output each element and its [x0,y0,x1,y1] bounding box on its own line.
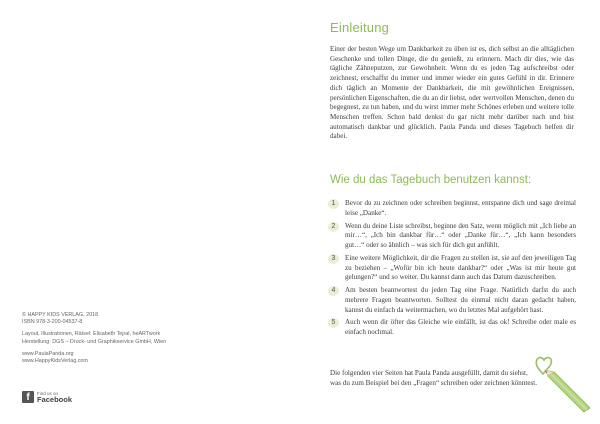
facebook-badge [22,390,72,404]
step-number: 3 [328,254,339,264]
imprint-website-1: www.PaulaPanda.org [22,350,74,357]
step-number: 1 [328,199,339,209]
list-item [328,318,576,337]
list-item [328,199,576,218]
pencil-highlight [551,374,587,410]
list-item [328,254,576,283]
step-number: 4 [328,286,339,296]
imprint-layout: Layout, Illustrationen, Rätsel: Elisabeth Tejral, heARTwork [22,331,161,338]
step-text: Auch wenn dir öfter das Gleiche wie einfällt, ist das ok! Schreibe oder male es einfach nochmal. [345,318,576,337]
section-heading: Wie du das Tagebuch benutzen kannst: [330,174,532,186]
imprint-copyright: © HAPPY KIDS VERLAG, 2018 [22,312,99,318]
imprint-production: Herstellung: DGS – Druck- und Graphikservice GmbH, Wien [22,338,167,345]
step-text: Eine weitere Möglichkeit, dir die Fragen zu stellen ist, sie auf den jeweiligen Tag zu beziehen – „Wofür bin ich heute dankbar?“ oder „Was ist mir heute gut gelungen?“ und so weiter. Du kannst dann auch das Datum dazuschreiben. [345,253,576,282]
imprint-isbn: ISBN 978-3-200-04537-8 [22,319,83,326]
outro-paragraph: Die folgenden vier Seiten hat Paula Panda ausgefüllt, damit du siehst, was du zum Beispiel bei den „Fragen“ schreiben oder zeichnen könntest. [330,369,538,387]
step-text: Bevor du zu zeichnen oder schreiben beginnst, entspanne dich und sage dreimal leise „Danke“. [345,199,576,217]
page-title: Einleitung [330,20,390,35]
facebook-small-text: Find us on [37,391,59,396]
green-pencil-illustration [528,346,590,424]
imprint [22,312,252,365]
facebook-icon: f [22,391,34,403]
step-text: Wenn du deine Liste schreibst, beginne den Satz, wenn möglich mit „Ich liebe an mir…“, „Ich bin dankbar für…“ oder „Danke für…“, „Ich kann besonders gut…“ oder so ähnlich – was sich für dich gut anfühlt. [345,221,576,249]
imprint-website-2: www.HappyKidsVerlag.com [22,358,88,365]
step-text: Am besten beantwortest du jeden Tag eine Frage. Natürlich darfst du auch mehrere Fragen beantworten. Solltest du einmal nicht daran gedacht haben, kannst du einfach da weitermachen, wo du letztes Mal aufgehört hast. [345,286,576,314]
list-item [328,222,576,251]
list-item [328,286,576,315]
facebook-big-text: Facebook [37,395,73,404]
step-number: 2 [328,222,339,232]
intro-paragraph: Einer der besten Wege um Dankbarkeit zu üben ist es, dich selbst an die alltäglichen Geschenke und tollen Dinge, die du genießt, zu erinnern. Mach dir dies, wie das tägliche Zähneputzen, zur Gewohnheit. Wenn du es jeden Tag aufschreibst oder zeichnest, erschaffst du immer und immer wieder ein gutes Gefühl in dir. Erinnere dich täglich an Momente der Dankbarkeit, die mit gewöhnlichen Ereignissen, persönlichen Eigenschaften, die du an dir liebst, oder wertvollen Menschen, denen du begegnest, zu tun haben, und du wirst immer mehr Schönes erleben und weitere tolle Menschen treffen. Schon bald denkst du gar nicht mehr darüber nach und bist automatisch dankbar und glücklich. Paula Panda und dieses Tagebuch helfen dir dabei. [330,45,574,141]
step-number: 5 [328,318,339,328]
steps-list [328,199,576,341]
